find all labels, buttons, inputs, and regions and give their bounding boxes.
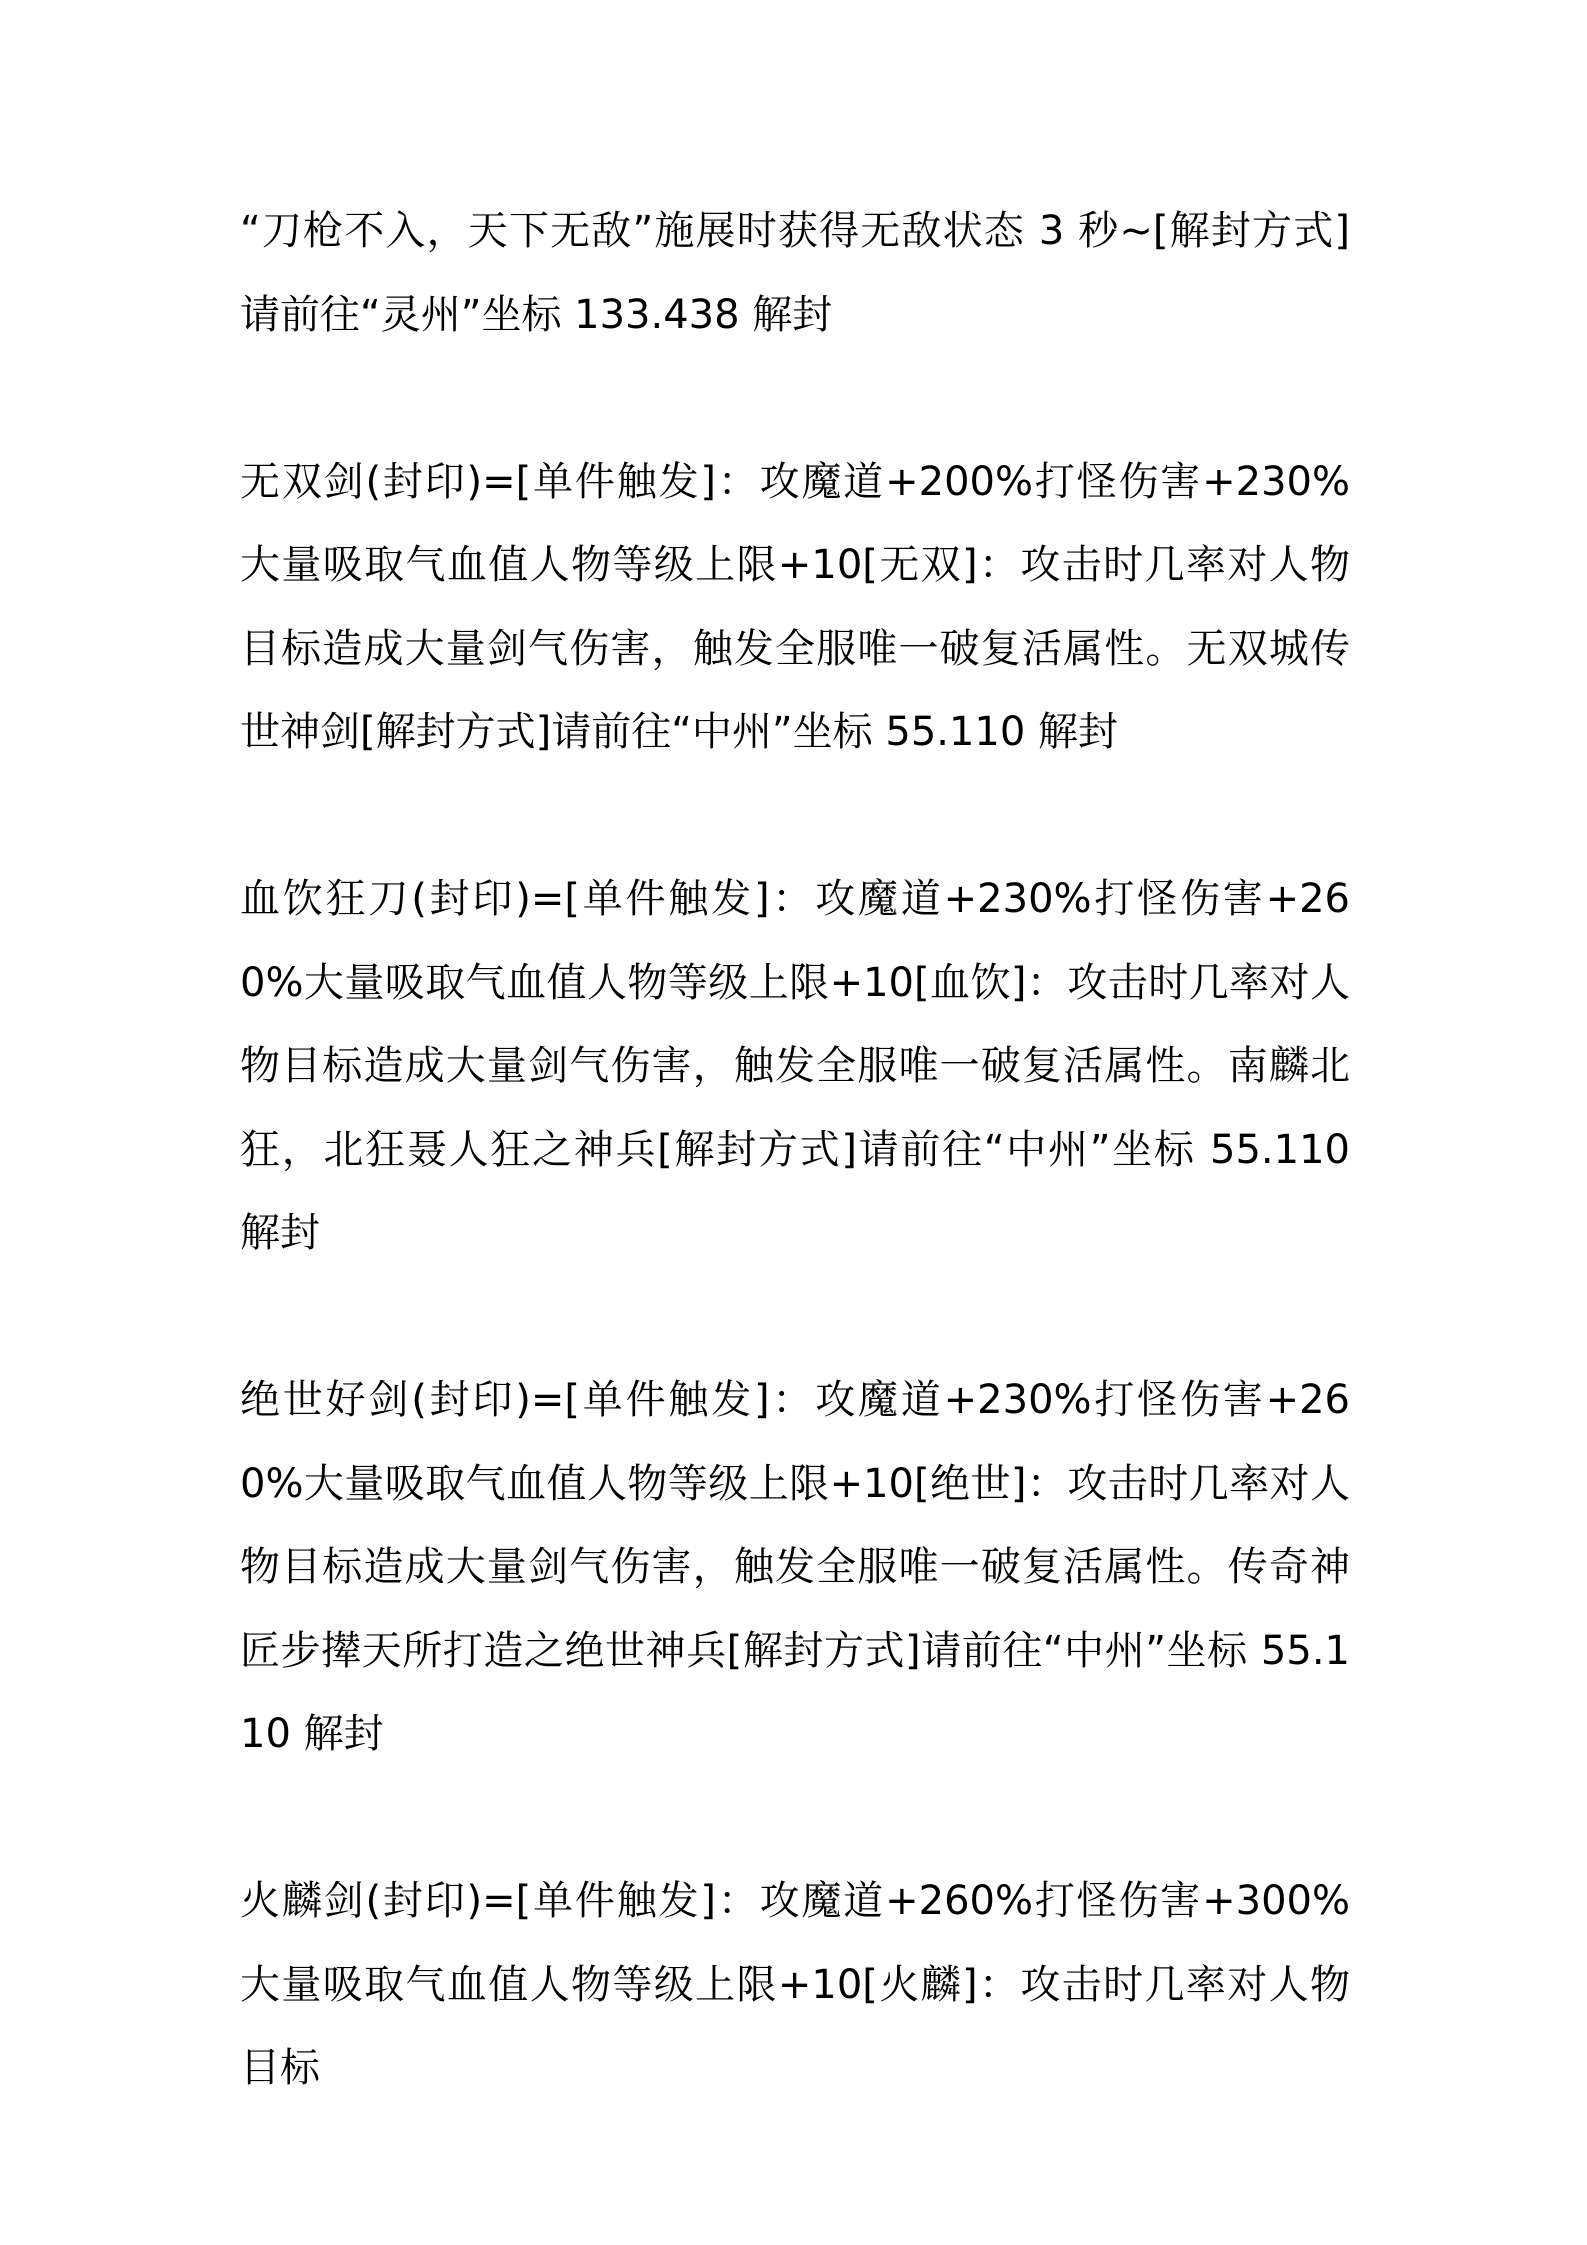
document-body <box>240 190 1350 2194</box>
paragraph-wushuang-sword: 无双剑(封印)=[单件触发]：攻魔道+200%打怪伤害+230%大量吸取气血值人物等级上限+10[无双]：攻击时几率对人物目标造成大量剑气伤害，触发全服唯一破复活属性。无双城传世神剑[解封方式]请前往“中州”坐标 55.110 解封 <box>240 458 1350 755</box>
paragraph-jueshi-sword: 绝世好剑(封印)=[单件触发]：攻魔道+230%打怪伤害+260%大量吸取气血值人物等级上限+10[绝世]：攻击时几率对人物目标造成大量剑气伤害，触发全服唯一破复活属性。传奇神匠步撵天所打造之绝世神兵[解封方式]请前往“中州”坐标 55.110 解封 <box>240 1377 1350 1757</box>
paragraph-huolin-sword: 火麟剑(封印)=[单件触发]：攻魔道+260%打怪伤害+300%大量吸取气血值人物等级上限+10[火麟]：攻击时几率对人物目标 <box>240 1878 1350 2091</box>
paragraph-xueyin-blade: 血饮狂刀(封印)=[单件触发]：攻魔道+230%打怪伤害+260%大量吸取气血值人物等级上限+10[血饮]：攻击时几率对人物目标造成大量剑气伤害，触发全服唯一破复活属性。南麟北狂，北狂聂人狂之神兵[解封方式]请前往“中州”坐标 55.110 解封 <box>240 876 1350 1256</box>
paragraph-invincible-skill: “刀枪不入，天下无敌”施展时获得无敌状态 3 秒~[解封方式]请前往“灵州”坐标 133.438 解封 <box>240 208 1350 338</box>
